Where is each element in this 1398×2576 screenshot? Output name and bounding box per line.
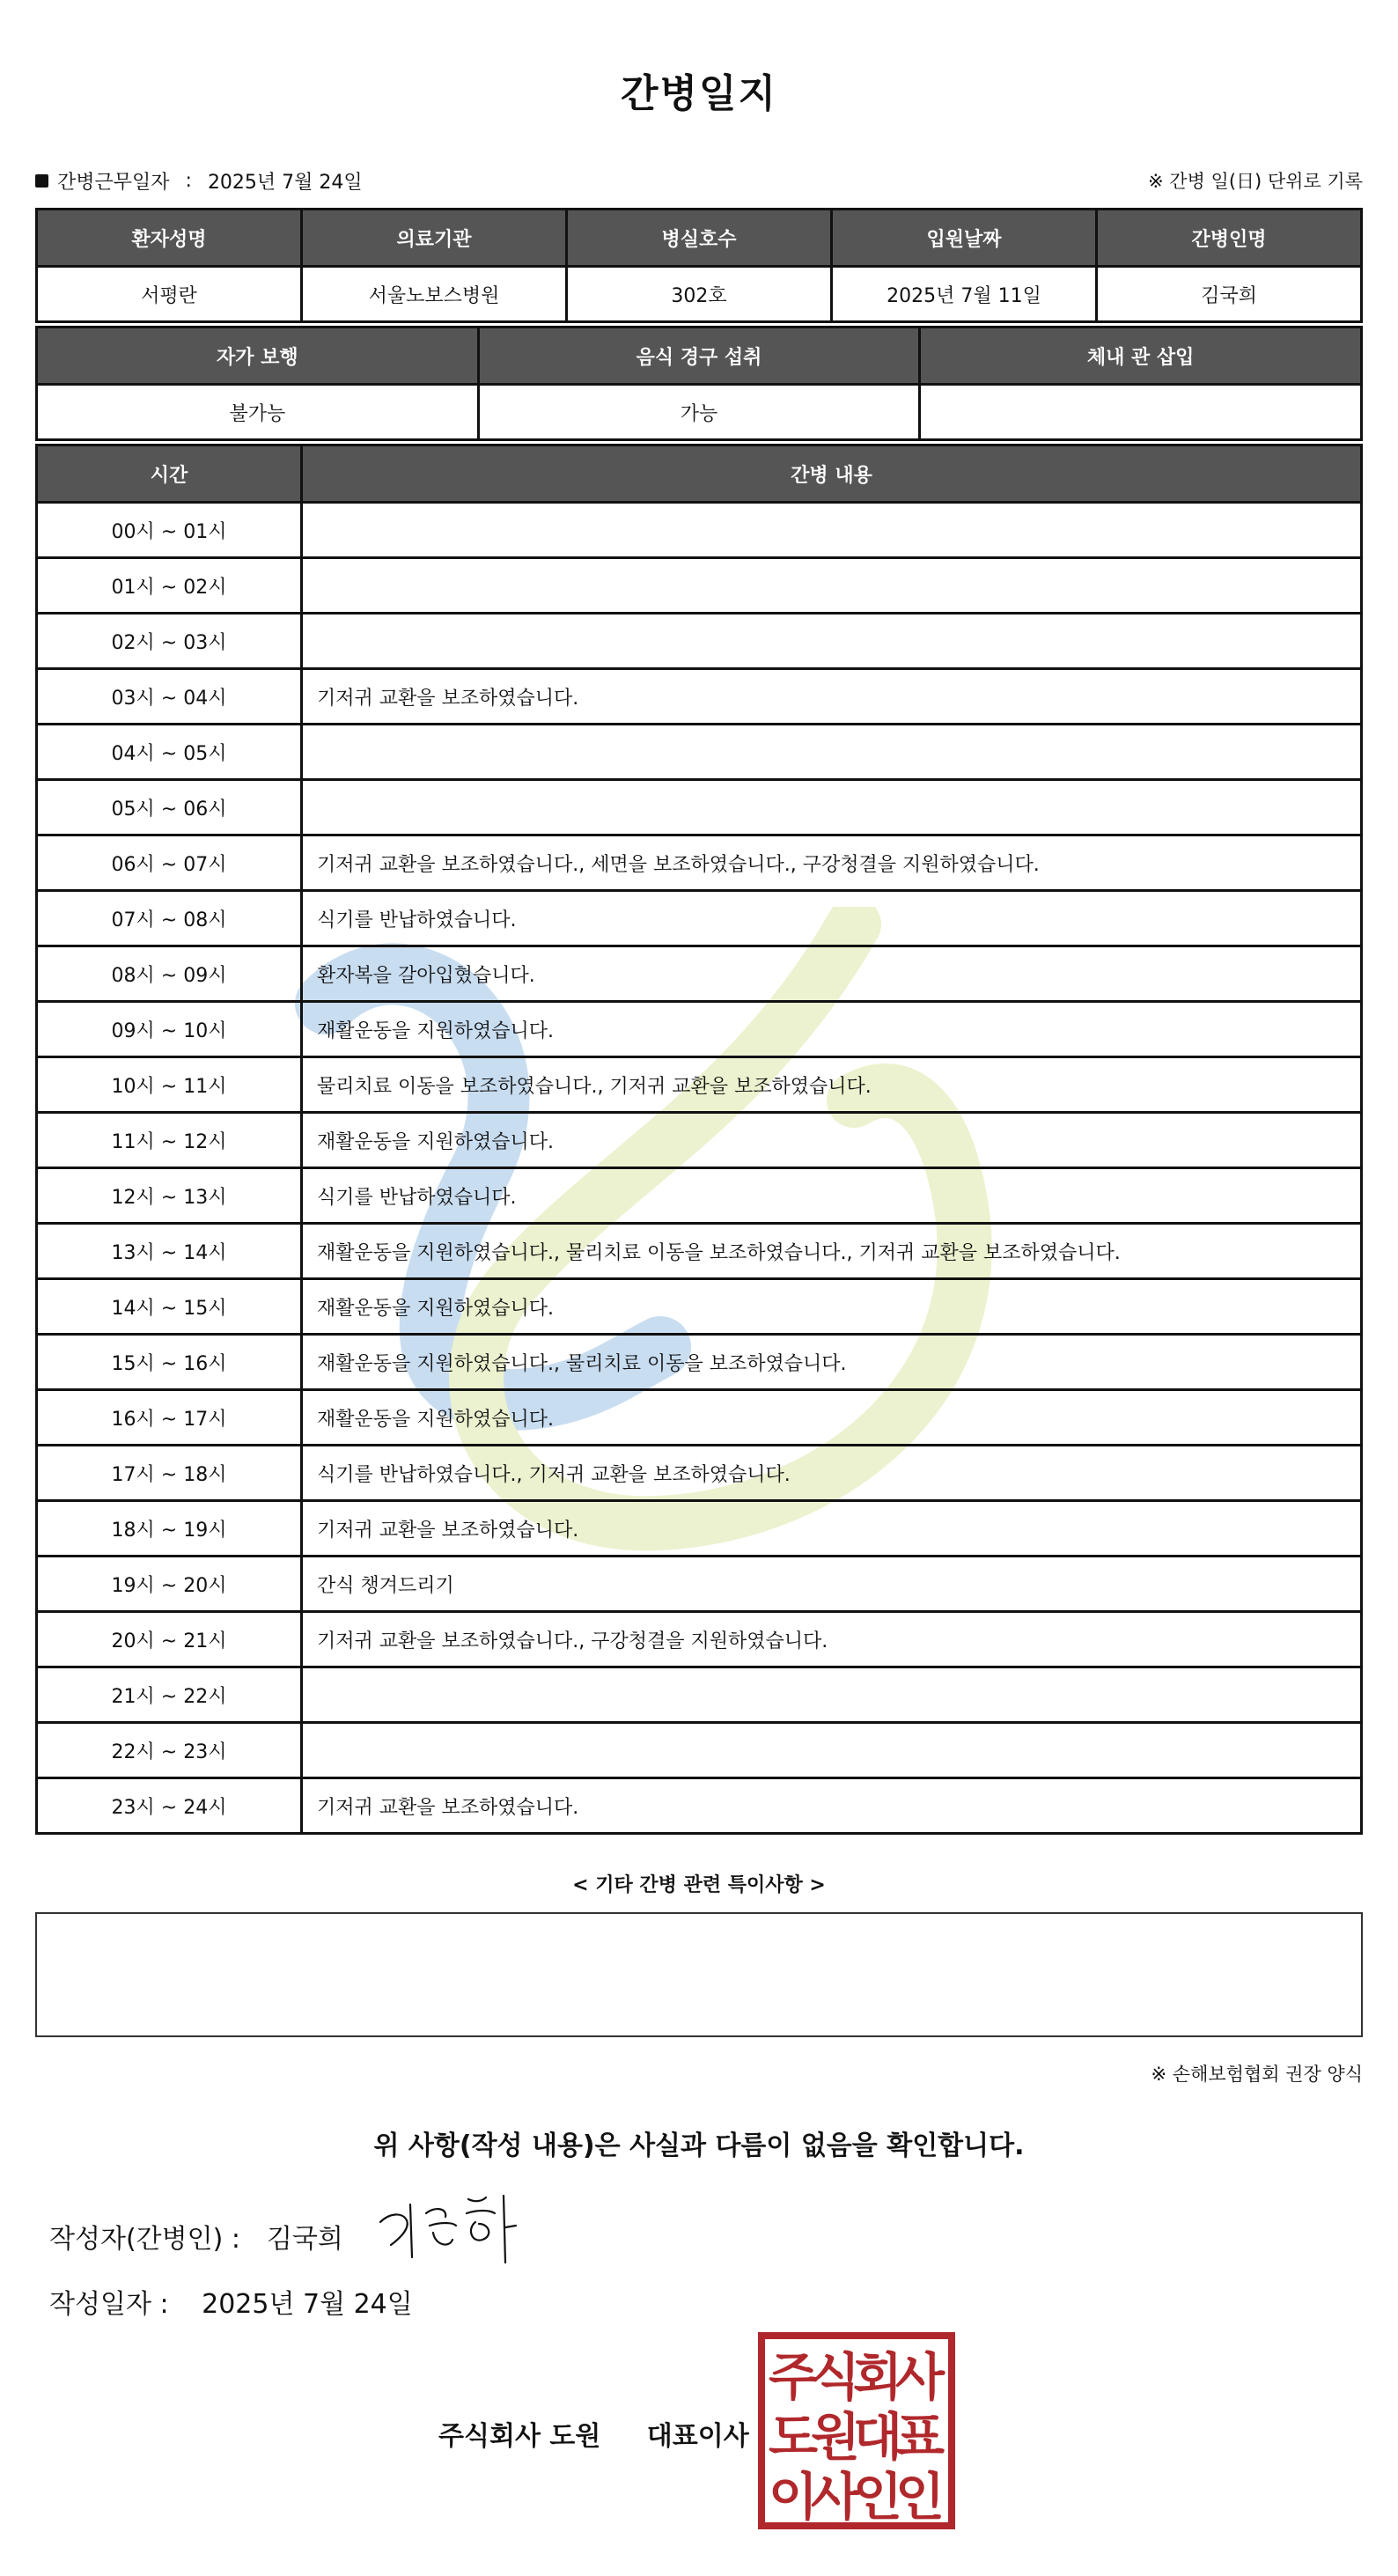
- care-content: 재활운동을 지원하였습니다.: [302, 1113, 1362, 1168]
- header-self-walking: 자가 보행: [37, 328, 479, 385]
- record-unit-note: ※ 간병 일(日) 단위로 기록: [1148, 171, 1363, 192]
- table-row: [37, 503, 1362, 558]
- special-notes-box: [35, 1912, 1363, 2037]
- care-content: [302, 1723, 1362, 1778]
- svg-text:주: 주: [768, 2347, 819, 2407]
- representative-title: 대표이사: [646, 2421, 749, 2452]
- svg-text:식: 식: [810, 2347, 861, 2407]
- time-slot: 18시 ~ 19시: [37, 1501, 302, 1557]
- header-caregiver-name: 간병인명: [1097, 210, 1362, 267]
- table-row: [37, 1501, 1362, 1557]
- time-slot: 15시 ~ 16시: [37, 1335, 302, 1390]
- table-row: [37, 835, 1362, 891]
- time-slot: 17시 ~ 18시: [37, 1446, 302, 1501]
- care-content: 기저귀 교환을 보조하였습니다., 구강청결을 지원하였습니다.: [302, 1612, 1362, 1667]
- table-row: [37, 1335, 1362, 1390]
- log-table-body: [37, 503, 1362, 1834]
- admission-date: 2025년 7월 11일: [832, 267, 1097, 322]
- svg-text:대: 대: [852, 2407, 903, 2467]
- care-content: 기저귀 교환을 보조하였습니다.: [302, 1778, 1362, 1834]
- time-slot: 08시 ~ 09시: [37, 946, 302, 1002]
- table-row: [37, 1224, 1362, 1279]
- table-row: [37, 669, 1362, 725]
- self-walking-value: 불가능: [37, 385, 479, 440]
- care-content: [302, 503, 1362, 558]
- table-row: [37, 1168, 1362, 1224]
- table-row: [37, 614, 1362, 669]
- patient-status-table: [35, 326, 1363, 441]
- work-date-label: 간병근무일자: [57, 172, 170, 194]
- care-content: 환자복을 갈아입혔습니다.: [302, 946, 1362, 1002]
- writer-label: 작성자(간병인) :: [49, 2224, 240, 2255]
- time-slot: 09시 ~ 10시: [37, 1002, 302, 1057]
- svg-text:원: 원: [810, 2407, 861, 2467]
- time-slot: 07시 ~ 08시: [37, 891, 302, 946]
- header-room-number: 병실호수: [567, 210, 832, 267]
- writer-name: 김국희: [266, 2224, 343, 2255]
- table-row: [37, 780, 1362, 835]
- svg-text:사: 사: [894, 2347, 945, 2407]
- write-date-value: 2025년 7월 24일: [202, 2289, 413, 2320]
- svg-text:회: 회: [852, 2347, 903, 2407]
- table-row: [37, 1113, 1362, 1168]
- svg-text:인: 인: [894, 2467, 945, 2527]
- care-content: 재활운동을 지원하였습니다.: [302, 1002, 1362, 1057]
- care-content: 식기를 반납하였습니다., 기저귀 교환을 보조하였습니다.: [302, 1446, 1362, 1501]
- oral-intake-value: 가능: [478, 385, 920, 440]
- svg-text:사: 사: [810, 2467, 861, 2527]
- time-slot: 05시 ~ 06시: [37, 780, 302, 835]
- time-slot: 03시 ~ 04시: [37, 669, 302, 725]
- table-row: [37, 725, 1362, 780]
- care-content: [302, 780, 1362, 835]
- table-row: [37, 1557, 1362, 1612]
- time-slot: 01시 ~ 02시: [37, 558, 302, 614]
- time-slot: 16시 ~ 17시: [37, 1390, 302, 1446]
- company-line: [438, 2414, 749, 2453]
- square-bullet-icon: [35, 174, 48, 188]
- time-slot: 12시 ~ 13시: [37, 1168, 302, 1224]
- time-slot: 23시 ~ 24시: [37, 1778, 302, 1834]
- table-row: [37, 1057, 1362, 1113]
- time-slot: 22시 ~ 23시: [37, 1723, 302, 1778]
- tube-insertion-value: [920, 385, 1362, 440]
- table-header-row: [37, 210, 1362, 267]
- special-notes-title: < 기타 간병 관련 특이사항 >: [572, 1874, 826, 1896]
- work-date-row: [35, 167, 363, 195]
- writer-row: [49, 2217, 343, 2256]
- table-row: [37, 1723, 1362, 1778]
- time-slot: 13시 ~ 14시: [37, 1224, 302, 1279]
- time-slot: 19시 ~ 20시: [37, 1557, 302, 1612]
- header-tube-insertion: 체내 관 삽입: [920, 328, 1362, 385]
- time-slot: 10시 ~ 11시: [37, 1057, 302, 1113]
- work-date-colon: :: [185, 170, 192, 192]
- header-admission-date: 입원날짜: [832, 210, 1097, 267]
- hospital-name: 서울노보스병원: [302, 267, 567, 322]
- care-content: [302, 558, 1362, 614]
- table-row: [37, 1612, 1362, 1667]
- handwritten-signature: [372, 2187, 530, 2266]
- care-content: 식기를 반납하였습니다.: [302, 891, 1362, 946]
- svg-text:인: 인: [852, 2467, 903, 2527]
- time-slot: 00시 ~ 01시: [37, 503, 302, 558]
- table-row: [37, 891, 1362, 946]
- hourly-care-log-table: [35, 444, 1363, 1835]
- table-row: [37, 946, 1362, 1002]
- table-row: [37, 385, 1362, 440]
- table-row: [37, 1667, 1362, 1723]
- table-header-row: [37, 445, 1362, 503]
- company-name: 주식회사 도원: [438, 2421, 601, 2452]
- time-slot: 04시 ~ 05시: [37, 725, 302, 780]
- care-content: 재활운동을 지원하였습니다., 물리치료 이동을 보조하였습니다.: [302, 1335, 1362, 1390]
- table-header-row: [37, 328, 1362, 385]
- table-row: [37, 1390, 1362, 1446]
- time-slot: 02시 ~ 03시: [37, 614, 302, 669]
- caregiver-name: 김국희: [1097, 267, 1362, 322]
- table-row: [37, 267, 1362, 322]
- patient-info-table: [35, 208, 1363, 323]
- care-content: 재활운동을 지원하였습니다., 물리치료 이동을 보조하였습니다., 기저귀 교환을 보조하였습니다.: [302, 1224, 1362, 1279]
- table-row: [37, 1446, 1362, 1501]
- time-slot: 11시 ~ 12시: [37, 1113, 302, 1168]
- header-care-content: 간병 내용: [302, 445, 1362, 503]
- time-slot: 21시 ~ 22시: [37, 1667, 302, 1723]
- table-row: [37, 1002, 1362, 1057]
- svg-text:이: 이: [768, 2467, 819, 2527]
- care-content: [302, 614, 1362, 669]
- company-seal-stamp: [757, 2331, 956, 2530]
- page-title: 간병일지: [620, 71, 777, 116]
- svg-text:도: 도: [768, 2407, 819, 2467]
- header-oral-intake: 음식 경구 섭취: [478, 328, 920, 385]
- room-number: 302호: [567, 267, 832, 322]
- care-content: 재활운동을 지원하였습니다.: [302, 1279, 1362, 1335]
- header-patient-name: 환자성명: [37, 210, 302, 267]
- time-slot: 14시 ~ 15시: [37, 1279, 302, 1335]
- care-content: 재활운동을 지원하였습니다.: [302, 1390, 1362, 1446]
- table-row: [37, 558, 1362, 614]
- header-time: 시간: [37, 445, 302, 503]
- svg-text:표: 표: [894, 2407, 945, 2467]
- time-slot: 20시 ~ 21시: [37, 1612, 302, 1667]
- time-slot: 06시 ~ 07시: [37, 835, 302, 891]
- table-row: [37, 1279, 1362, 1335]
- header-hospital: 의료기관: [302, 210, 567, 267]
- write-date-row: [49, 2282, 413, 2321]
- care-content: 식기를 반납하였습니다.: [302, 1168, 1362, 1224]
- care-content: 기저귀 교환을 보조하였습니다., 세면을 보조하였습니다., 구강청결을 지원하였습니다.: [302, 835, 1362, 891]
- care-content: 기저귀 교환을 보조하였습니다.: [302, 669, 1362, 725]
- care-content: 간식 챙겨드리기: [302, 1557, 1362, 1612]
- work-date-value: 2025년 7월 24일: [207, 172, 363, 194]
- patient-name: 서평란: [37, 267, 302, 322]
- confirmation-statement: 위 사항(작성 내용)은 사실과 다름이 없음을 확인합니다.: [373, 2131, 1025, 2161]
- table-row: [37, 1778, 1362, 1834]
- care-content: [302, 725, 1362, 780]
- care-content: [302, 1667, 1362, 1723]
- write-date-label: 작성일자 :: [49, 2289, 169, 2320]
- care-content: 물리치료 이동을 보조하였습니다., 기저귀 교환을 보조하였습니다.: [302, 1057, 1362, 1113]
- form-source-note: ※ 손해보험협회 권장 양식: [1151, 2064, 1363, 2085]
- care-content: 기저귀 교환을 보조하였습니다.: [302, 1501, 1362, 1557]
